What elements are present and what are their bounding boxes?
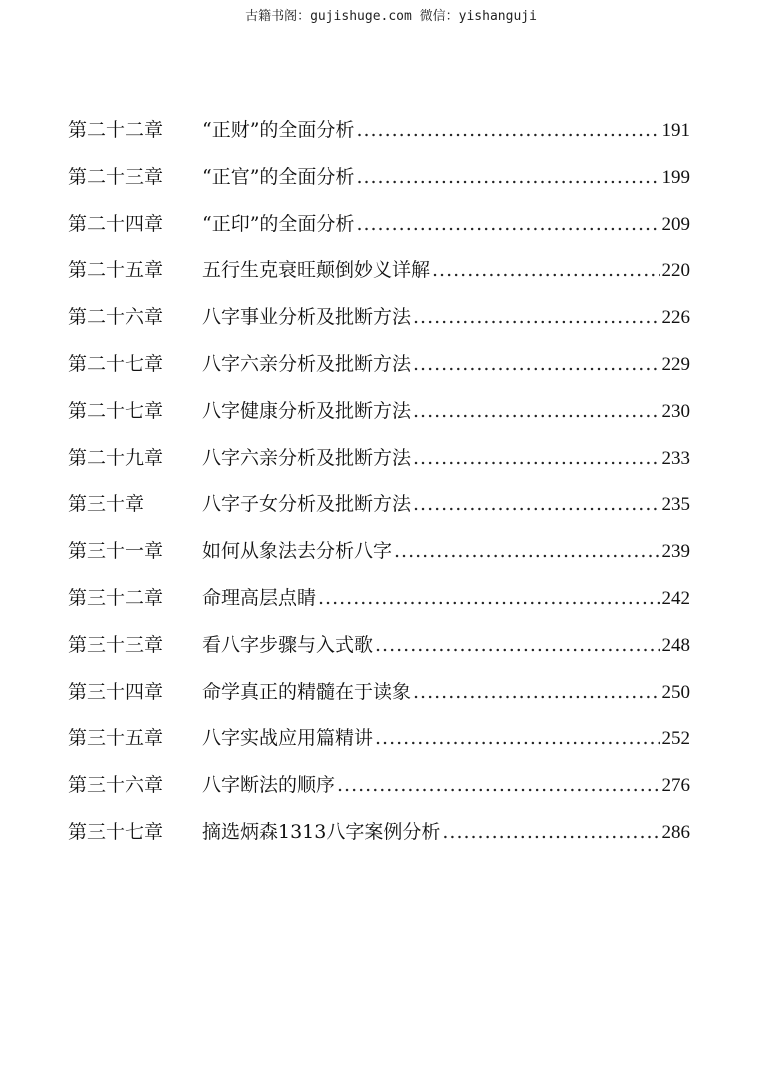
toc-row	[68, 206, 690, 253]
chapter-title: “正官”的全面分析	[202, 165, 355, 188]
dot-leader	[413, 440, 659, 476]
chapter-title: 如何从象法去分析八字	[202, 540, 393, 563]
chapter-number: 第二十六章	[68, 306, 164, 329]
page-number: 233	[661, 447, 690, 469]
chapter-number: 第三十一章	[68, 540, 164, 563]
page-number: 235	[661, 494, 690, 516]
watermark-header: 古籍书阁：gujishuge.com 微信：yishanguji	[245, 9, 537, 24]
chapter-number: 第三十二章	[68, 586, 164, 609]
toc-row	[68, 299, 690, 346]
table-of-contents	[68, 112, 690, 861]
dot-leader	[356, 159, 659, 195]
chapter-title: 八字六亲分析及批断方法	[202, 352, 412, 375]
chapter-number: 第三十六章	[68, 774, 164, 797]
dot-leader	[413, 346, 659, 382]
page-number: 252	[661, 728, 690, 750]
dot-leader	[337, 767, 659, 803]
dot-leader	[413, 486, 659, 522]
toc-row	[68, 533, 690, 580]
chapter-number: 第二十九章	[68, 446, 164, 469]
page-number: 230	[661, 400, 690, 422]
dot-leader	[318, 580, 659, 616]
chapter-title: 八字实战应用篇精讲	[202, 727, 374, 750]
chapter-title: “正财”的全面分析	[202, 119, 355, 141]
toc-row	[68, 252, 690, 299]
dot-leader	[442, 814, 659, 850]
dot-leader	[356, 206, 659, 242]
chapter-title: 命理高层点睛	[202, 586, 317, 609]
chapter-number: 第二十三章	[68, 165, 164, 188]
dot-leader	[413, 674, 659, 710]
page-number: 242	[661, 587, 690, 609]
toc-row	[68, 720, 690, 767]
chapter-number: 第二十七章	[68, 352, 164, 375]
toc-row	[68, 814, 690, 861]
toc-row	[68, 674, 690, 721]
page-number: 248	[661, 634, 690, 656]
chapter-number: 第三十四章	[68, 680, 164, 703]
dot-leader	[375, 720, 659, 756]
chapter-title: 摘选炳森1313八字案例分析	[202, 820, 441, 843]
chapter-number: 第二十七章	[68, 399, 164, 422]
chapter-title: 八字断法的顺序	[202, 774, 336, 797]
chapter-title: “正印”的全面分析	[202, 212, 355, 235]
page-number: 199	[661, 166, 690, 188]
chapter-number: 第三十五章	[68, 727, 164, 750]
page-number: 250	[661, 681, 690, 703]
chapter-title: 八字子女分析及批断方法	[202, 493, 412, 516]
chapter-title: 命学真正的精髓在于读象	[202, 680, 412, 703]
page-number: 286	[661, 821, 690, 843]
toc-row	[68, 159, 690, 206]
dot-leader	[394, 533, 659, 569]
toc-row	[68, 346, 690, 393]
page-number: 220	[661, 260, 690, 282]
chapter-number: 第三十七章	[68, 820, 164, 843]
dot-leader	[356, 112, 659, 148]
page-number: 209	[661, 213, 690, 235]
page-number: 191	[661, 120, 690, 141]
dot-leader	[432, 252, 659, 288]
page-number: 226	[661, 307, 690, 329]
dot-leader	[413, 299, 659, 335]
page-number: 239	[661, 541, 690, 563]
toc-row	[68, 580, 690, 627]
dot-leader	[413, 393, 659, 429]
chapter-number: 第二十四章	[68, 212, 164, 235]
toc-row	[68, 393, 690, 440]
toc-row	[68, 767, 690, 814]
chapter-number: 第二十二章	[68, 119, 164, 141]
chapter-number: 第二十五章	[68, 259, 164, 282]
toc-row	[68, 440, 690, 487]
page-number: 276	[661, 775, 690, 797]
chapter-title: 八字健康分析及批断方法	[202, 399, 412, 422]
page-number: 229	[661, 353, 690, 375]
toc-row	[68, 112, 690, 159]
chapter-title: 八字六亲分析及批断方法	[202, 446, 412, 469]
chapter-title: 八字事业分析及批断方法	[202, 306, 412, 329]
chapter-title: 五行生克衰旺颠倒妙义详解	[202, 259, 431, 282]
chapter-number: 第三十章	[68, 493, 145, 516]
chapter-number: 第三十三章	[68, 633, 164, 656]
dot-leader	[375, 627, 659, 663]
toc-row	[68, 627, 690, 674]
toc-row	[68, 486, 690, 533]
chapter-title: 看八字步骤与入式歌	[202, 633, 374, 656]
